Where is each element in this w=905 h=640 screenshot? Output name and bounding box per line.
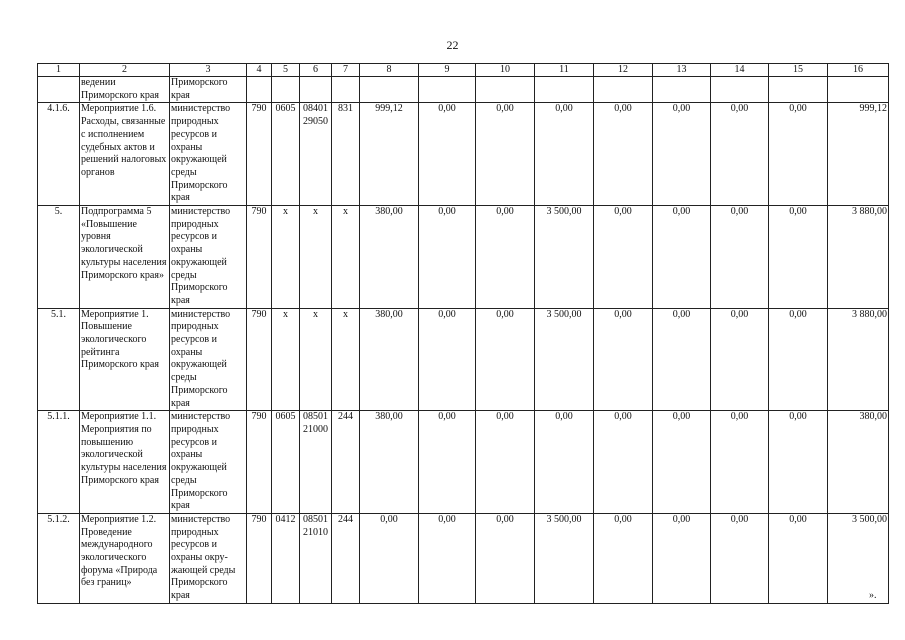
- target-article-cell: 08501 21010: [300, 513, 332, 603]
- amount-cell-col-10: [476, 77, 535, 103]
- target-article-cell: 08401 29050: [300, 103, 332, 206]
- column-header-4: 4: [247, 64, 272, 77]
- expense-type-cell: 831: [332, 103, 360, 206]
- target-article-cell: [300, 77, 332, 103]
- amount-cell-col-14: 0,00: [711, 411, 769, 514]
- amount-cell-col-16: [828, 77, 889, 103]
- amount-cell-col-12: [594, 77, 653, 103]
- amount-cell-col-14: [711, 77, 769, 103]
- amount-cell-col-14: 0,00: [711, 308, 769, 411]
- column-header-14: 14: [711, 64, 769, 77]
- grbs-code-cell: 790: [247, 103, 272, 206]
- column-header-9: 9: [419, 64, 476, 77]
- grbs-code-cell: 790: [247, 411, 272, 514]
- amount-cell-col-11: 3 500,00: [535, 206, 594, 309]
- section-code-cell: 0412: [272, 513, 300, 603]
- column-header-13: 13: [653, 64, 711, 77]
- amount-cell-col-13: 0,00: [653, 206, 711, 309]
- executor-cell: министерство природных ресурсов и охраны окружающей среды Приморского края: [170, 206, 247, 309]
- expense-type-cell: х: [332, 308, 360, 411]
- amount-cell-col-15: 0,00: [769, 411, 828, 514]
- row-number-cell: [38, 77, 80, 103]
- column-header-7: 7: [332, 64, 360, 77]
- target-article-cell: х: [300, 308, 332, 411]
- amount-cell-col-11: 0,00: [535, 411, 594, 514]
- row-number-cell: 5.1.1.: [38, 411, 80, 514]
- row-number-cell: 5.1.2.: [38, 513, 80, 603]
- amount-cell-col-12: 0,00: [594, 513, 653, 603]
- amount-cell-col-8: 999,12: [360, 103, 419, 206]
- column-header-6: 6: [300, 64, 332, 77]
- amount-cell-col-9: 0,00: [419, 308, 476, 411]
- expense-type-cell: [332, 77, 360, 103]
- target-article-cell: 08501 21000: [300, 411, 332, 514]
- amount-cell-col-13: 0,00: [653, 103, 711, 206]
- expense-type-cell: х: [332, 206, 360, 309]
- column-header-16: 16: [828, 64, 889, 77]
- grbs-code-cell: 790: [247, 513, 272, 603]
- item-name-cell: Мероприятие 1.2. Проведение международного экологического форума «Природа без границ»: [80, 513, 170, 603]
- table-row: [38, 513, 889, 603]
- amount-cell-col-11: 0,00: [535, 103, 594, 206]
- amount-cell-col-8: 0,00: [360, 513, 419, 603]
- executor-cell: Приморского края: [170, 77, 247, 103]
- amount-cell-col-9: 0,00: [419, 103, 476, 206]
- amount-cell-col-10: 0,00: [476, 513, 535, 603]
- item-name-cell: Мероприятие 1. Повышение экологического рейтинга Приморского края: [80, 308, 170, 411]
- amount-cell-col-16: 3 500,00: [828, 513, 889, 603]
- amount-cell-col-14: 0,00: [711, 513, 769, 603]
- item-name-cell: Мероприятие 1.1. Мероприятия по повышению экологической культуры населения Приморского края: [80, 411, 170, 514]
- corner-mark: ».: [869, 590, 877, 601]
- table-row: [38, 308, 889, 411]
- amount-cell-col-13: [653, 77, 711, 103]
- amount-cell-col-13: 0,00: [653, 411, 711, 514]
- amount-cell-col-13: 0,00: [653, 308, 711, 411]
- amount-cell-col-15: 0,00: [769, 206, 828, 309]
- executor-cell: министерство природных ресурсов и охраны окружающей среды Приморского края: [170, 308, 247, 411]
- amount-cell-col-9: 0,00: [419, 206, 476, 309]
- section-code-cell: 0605: [272, 103, 300, 206]
- amount-cell-col-11: 3 500,00: [535, 308, 594, 411]
- expense-type-cell: 244: [332, 411, 360, 514]
- amount-cell-col-8: 380,00: [360, 308, 419, 411]
- item-name-cell: ведении Приморского края: [80, 77, 170, 103]
- section-code-cell: [272, 77, 300, 103]
- column-header-1: 1: [38, 64, 80, 77]
- grbs-code-cell: [247, 77, 272, 103]
- amount-cell-col-11: [535, 77, 594, 103]
- page-number: 22: [446, 38, 459, 52]
- column-header-5: 5: [272, 64, 300, 77]
- table-body: [38, 77, 889, 604]
- grbs-code-cell: 790: [247, 206, 272, 309]
- amount-cell-col-10: 0,00: [476, 308, 535, 411]
- column-header-12: 12: [594, 64, 653, 77]
- table-row: [38, 411, 889, 514]
- header-row: [38, 64, 889, 77]
- section-code-cell: 0605: [272, 411, 300, 514]
- section-code-cell: х: [272, 308, 300, 411]
- amount-cell-col-10: 0,00: [476, 206, 535, 309]
- amount-cell-col-9: [419, 77, 476, 103]
- amount-cell-col-16: 999,12: [828, 103, 889, 206]
- table-row: [38, 206, 889, 309]
- amount-cell-col-15: [769, 77, 828, 103]
- table-row: [38, 103, 889, 206]
- amount-cell-col-9: 0,00: [419, 513, 476, 603]
- amount-cell-col-10: 0,00: [476, 411, 535, 514]
- row-number-cell: 5.1.: [38, 308, 80, 411]
- target-article-cell: х: [300, 206, 332, 309]
- section-code-cell: х: [272, 206, 300, 309]
- column-header-2: 2: [80, 64, 170, 77]
- executor-cell: министерство природных ресурсов и охраны окружающей среды Приморского края: [170, 411, 247, 514]
- item-name-cell: Подпрограмма 5 «Повышение уровня экологической культуры населения Приморского края»: [80, 206, 170, 309]
- amount-cell-col-8: 380,00: [360, 411, 419, 514]
- amount-cell-col-16: 380,00: [828, 411, 889, 514]
- executor-cell: министерство природных ресурсов и охраны окру-жающей среды Приморского края: [170, 513, 247, 603]
- amount-cell-col-8: 380,00: [360, 206, 419, 309]
- amount-cell-col-10: 0,00: [476, 103, 535, 206]
- table-row: [38, 77, 889, 103]
- amount-cell-col-16: 3 880,00: [828, 206, 889, 309]
- amount-cell-col-13: 0,00: [653, 513, 711, 603]
- column-header-15: 15: [769, 64, 828, 77]
- amount-cell-col-15: 0,00: [769, 513, 828, 603]
- amount-cell-col-15: 0,00: [769, 103, 828, 206]
- column-header-10: 10: [476, 64, 535, 77]
- row-number-cell: 5.: [38, 206, 80, 309]
- budget-table: [37, 63, 889, 604]
- column-header-11: 11: [535, 64, 594, 77]
- amount-cell-col-12: 0,00: [594, 411, 653, 514]
- amount-cell-col-15: 0,00: [769, 308, 828, 411]
- amount-cell-col-12: 0,00: [594, 103, 653, 206]
- executor-cell: министерство природных ресурсов и охраны окружающей среды Приморского края: [170, 103, 247, 206]
- amount-cell-col-12: 0,00: [594, 206, 653, 309]
- amount-cell-col-12: 0,00: [594, 308, 653, 411]
- column-header-3: 3: [170, 64, 247, 77]
- amount-cell-col-11: 3 500,00: [535, 513, 594, 603]
- row-number-cell: 4.1.6.: [38, 103, 80, 206]
- expense-type-cell: 244: [332, 513, 360, 603]
- item-name-cell: Мероприятие 1.6. Расходы, связанные с исполнением судебных актов и решений налоговых органов: [80, 103, 170, 206]
- amount-cell-col-9: 0,00: [419, 411, 476, 514]
- amount-cell-col-8: [360, 77, 419, 103]
- grbs-code-cell: 790: [247, 308, 272, 411]
- amount-cell-col-14: 0,00: [711, 206, 769, 309]
- amount-cell-col-16: 3 880,00: [828, 308, 889, 411]
- amount-cell-col-14: 0,00: [711, 103, 769, 206]
- column-header-8: 8: [360, 64, 419, 77]
